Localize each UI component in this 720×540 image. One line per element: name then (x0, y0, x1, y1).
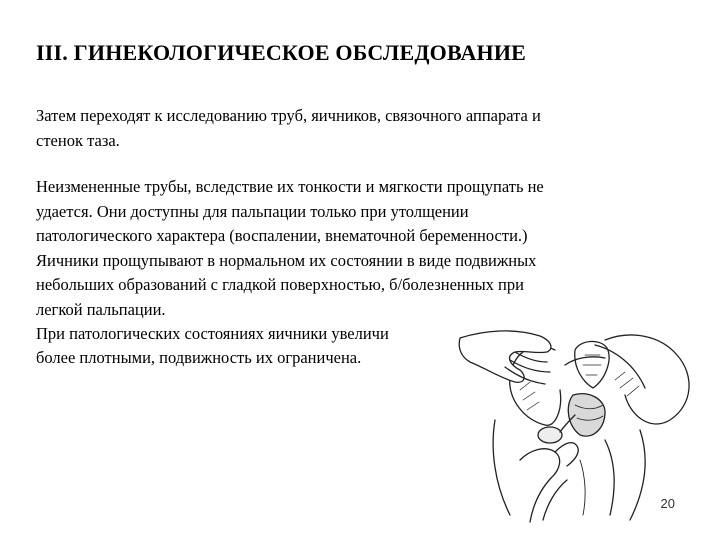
text-line: Яичники прощупывают в нормальном их состоянии в виде подвижных (36, 250, 537, 270)
thigh-left (493, 420, 510, 515)
text-line: Неизмененные трубы, вследствие их тонкости и мягкости прощупать не (36, 177, 544, 196)
text-line: Затем переходят к исследованию труб, яичников, связочного аппарата и (36, 106, 541, 125)
pelvis-left-wing (510, 346, 561, 425)
text-line: небольших образований с гладкой поверхностью, б/болезненных при (36, 275, 524, 294)
slide-title: III. ГИНЕКОЛОГИЧЕСКОЕ ОБСЛЕДОВАНИЕ (36, 40, 527, 65)
thigh-right (630, 430, 645, 520)
bimanual-palpation-illustration (455, 310, 705, 525)
text-line: легкой пальпации. (36, 299, 166, 319)
text-line: патологического характера (воспалении, внематочной беременности.) (36, 226, 528, 245)
uterus (568, 394, 605, 436)
ovary (538, 427, 562, 443)
text-line: более плотными, подвижность их ограничена. (36, 348, 362, 367)
pelvis-right-wing (605, 335, 689, 424)
paragraph-intro (36, 104, 676, 153)
text-line: удается. Они доступны для пальпации только при утолщении (36, 201, 469, 221)
page-number: 20 (660, 496, 675, 511)
text-line: стенок таза. (36, 130, 120, 150)
abdominal-hand (459, 331, 551, 382)
text-line: При патологических состояниях яичники увеличи (36, 324, 389, 343)
vaginal-hand (520, 449, 560, 522)
